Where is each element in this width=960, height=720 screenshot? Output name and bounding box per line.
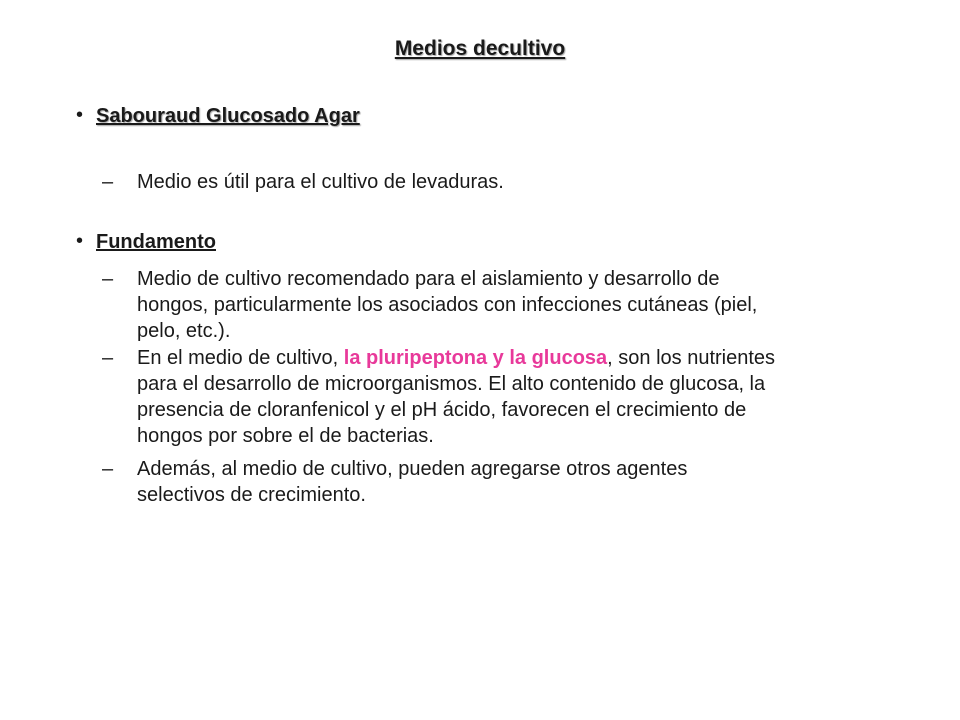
sub-item-nutrientes [137, 345, 927, 449]
text-line: selectivos de crecimiento. [137, 484, 366, 506]
bullet-marker: • [76, 104, 84, 126]
slide-title: Medios decultivo [394, 37, 566, 60]
text-line: Medio es útil para el cultivo de levaduras. [137, 171, 504, 193]
sub-item-levaduras [137, 169, 927, 195]
bullet-marker: • [76, 230, 84, 252]
text-segment: En el medio de cultivo, [137, 347, 344, 369]
text-line: Medio de cultivo recomendado para el aislamiento y desarrollo de [137, 268, 720, 290]
text-line: hongos por sobre el de bacterias. [137, 425, 434, 447]
text-line: presencia de cloranfenicol y el pH ácido, favorecen el crecimiento de [137, 399, 747, 421]
text-line: para el desarrollo de microorganismos. El alto contenido de glucosa, la [137, 373, 766, 395]
text-line: Además, al medio de cultivo, pueden agregarse otros agentes [137, 458, 688, 480]
dash-marker: – [102, 171, 114, 193]
text-line [137, 345, 927, 371]
highlighted-text: la pluripeptona y la glucosa [343, 347, 608, 369]
sub-item-recomendado [137, 266, 927, 344]
sub-item-agentes [137, 456, 927, 508]
bullet-heading-sabouraud: Sabouraud Glucosado Agar [96, 105, 360, 127]
text-line: pelo, etc.). [137, 320, 231, 342]
dash-marker: – [102, 458, 114, 480]
dash-marker: – [102, 347, 114, 369]
text-segment: , son los nutrientes [607, 347, 776, 369]
text-line: hongos, particularmente los asociados con infecciones cutáneas (piel, [137, 294, 758, 316]
bullet-heading-fundamento: Fundamento [96, 231, 216, 253]
dash-marker: – [102, 268, 114, 290]
